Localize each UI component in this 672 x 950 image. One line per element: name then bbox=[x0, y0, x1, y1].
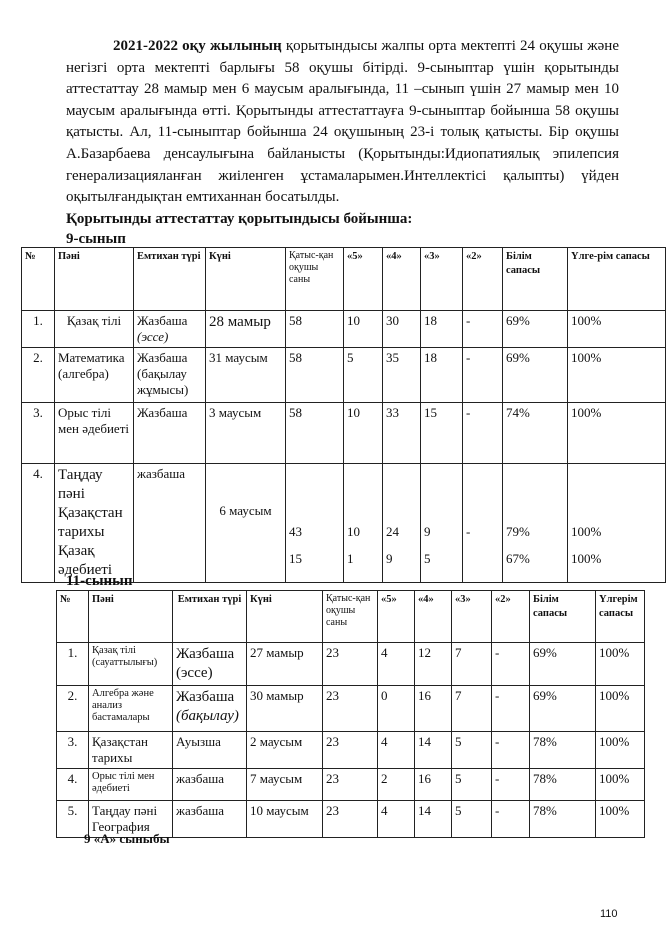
grade11-title: 11-сынып bbox=[66, 573, 133, 589]
intro-text: қорытындысы жалпы орта мектепті 24 оқушы және негізгі орта мектепті барлығы 58 оқушы бітірді. 9-сыныптар үшін қорытынды аттестаттау 28 мамыр мен 6 маусым аралығында, 11 –сынып үшін 27 мамыр мен 10 маусым аралығында өтті. Қорытынды аттестаттауға 9-сыныптар бойынша 58 оқушы қатысты. Ал, 11-сыныптар бойынша 24 оқушының 23-і толық қатысты. Бір оқушы А.Базарбаева денсаулығына байланысты (Қорытынды:Идиопатиялық эпилепсия генерализацияланған жиіленген ұстамаларымен.Интеллектісі қалыпты) үйден оқытылғандықтан емтиханнан босатылды. bbox=[66, 38, 619, 206]
row-grade5: 5 bbox=[344, 348, 383, 403]
row-grade2: - bbox=[463, 403, 503, 464]
row-grade5: 10 1 bbox=[344, 464, 383, 583]
row-exam-type: жазбаша bbox=[134, 464, 206, 583]
row-count: 23 bbox=[323, 769, 378, 801]
row-num: 1. bbox=[57, 643, 89, 686]
header-grade2: «2» bbox=[463, 248, 503, 311]
row-quality: 78% bbox=[530, 801, 596, 838]
header-num: № bbox=[57, 591, 89, 643]
row-quality: 78% bbox=[530, 769, 596, 801]
row-subject: Орыс тілі мен әдебиеті bbox=[89, 769, 173, 801]
row-grade2: - bbox=[492, 732, 530, 769]
row-date: 2 маусым bbox=[247, 732, 323, 769]
table-row bbox=[57, 686, 645, 732]
row-success: 100% bbox=[596, 686, 645, 732]
row-count: 58 bbox=[286, 348, 344, 403]
header-success: Үлгерім сапасы bbox=[596, 591, 645, 643]
header-quality: Білім сапасы bbox=[530, 591, 596, 643]
row-grade4: 33 bbox=[383, 403, 421, 464]
results-heading: Қорытынды аттестаттау қорытындысы бойынша: bbox=[66, 211, 413, 227]
row-count: 23 bbox=[323, 686, 378, 732]
row-quality: 78% bbox=[530, 732, 596, 769]
row-success: 100% bbox=[596, 801, 645, 838]
row-grade3: 5 bbox=[452, 801, 492, 838]
header-count: Қатыс-қан оқушы саны bbox=[286, 248, 344, 311]
header-num: № bbox=[22, 248, 55, 311]
table-row bbox=[22, 311, 666, 348]
table-row bbox=[57, 769, 645, 801]
row-grade2: - bbox=[492, 686, 530, 732]
row-grade4: 30 bbox=[383, 311, 421, 348]
row-grade4: 16 bbox=[415, 769, 452, 801]
intro-paragraph bbox=[66, 36, 619, 209]
header-success: Үлге-рім сапасы bbox=[568, 248, 666, 311]
table-row bbox=[22, 464, 666, 583]
row-quality: 74% bbox=[503, 403, 568, 464]
row-grade3: 5 bbox=[452, 769, 492, 801]
row-quality: 69% bbox=[503, 311, 568, 348]
row-grade2: - bbox=[463, 464, 503, 583]
row-date: 30 мамыр bbox=[247, 686, 323, 732]
row-date: 27 мамыр bbox=[247, 643, 323, 686]
row-grade2: - bbox=[492, 801, 530, 838]
class-9a-heading: 9 «А» сыныбы bbox=[84, 831, 170, 846]
row-quality: 79% 67% bbox=[503, 464, 568, 583]
row-num: 5. bbox=[57, 801, 89, 838]
row-grade5: 2 bbox=[378, 769, 415, 801]
row-grade3: 7 bbox=[452, 686, 492, 732]
row-quality: 69% bbox=[530, 643, 596, 686]
row-quality: 69% bbox=[503, 348, 568, 403]
row-count: 23 bbox=[323, 801, 378, 838]
header-exam-type: Емтихан түрі bbox=[134, 248, 206, 311]
table-row bbox=[57, 732, 645, 769]
row-grade3: 9 5 bbox=[421, 464, 463, 583]
row-exam-type: Жазбаша (эссе) bbox=[173, 643, 247, 686]
row-success: 100% bbox=[596, 732, 645, 769]
header-grade4: «4» bbox=[415, 591, 452, 643]
row-date: 28 мамыр bbox=[206, 311, 286, 348]
row-subject: Қазақ тілі bbox=[55, 311, 134, 348]
row-exam-type: Жазбаша (эссе) bbox=[134, 311, 206, 348]
row-grade2: - bbox=[463, 311, 503, 348]
grade9-table bbox=[21, 247, 666, 583]
row-grade5: 4 bbox=[378, 732, 415, 769]
row-count: 58 bbox=[286, 403, 344, 464]
row-grade4: 12 bbox=[415, 643, 452, 686]
row-success: 100% 100% bbox=[568, 464, 666, 583]
row-success: 100% bbox=[568, 348, 666, 403]
row-date: 7 маусым bbox=[247, 769, 323, 801]
header-grade5: «5» bbox=[344, 248, 383, 311]
row-exam-type: жазбаша bbox=[173, 769, 247, 801]
row-count: 58 bbox=[286, 311, 344, 348]
header-date: Күні bbox=[206, 248, 286, 311]
row-grade5: 4 bbox=[378, 801, 415, 838]
row-grade5: 4 bbox=[378, 643, 415, 686]
row-num: 3. bbox=[57, 732, 89, 769]
row-count: 43 15 bbox=[286, 464, 344, 583]
row-date: 10 маусым bbox=[247, 801, 323, 838]
row-grade4: 35 bbox=[383, 348, 421, 403]
row-exam-type: Ауызша bbox=[173, 732, 247, 769]
row-grade4: 14 bbox=[415, 801, 452, 838]
row-subject: Орыс тілі мен әдебиеті bbox=[55, 403, 134, 464]
row-grade3: 5 bbox=[452, 732, 492, 769]
row-date: 6 маусым bbox=[206, 464, 286, 583]
row-subject: Таңдау пәні География bbox=[89, 801, 173, 838]
header-quality: Білім сапасы bbox=[503, 248, 568, 311]
row-success: 100% bbox=[568, 311, 666, 348]
header-grade3: «3» bbox=[421, 248, 463, 311]
row-exam-type: Жазбаша (бақылау жұмысы) bbox=[134, 348, 206, 403]
row-num: 2. bbox=[57, 686, 89, 732]
row-subject: Қазақстан тарихы bbox=[89, 732, 173, 769]
row-grade5: 10 bbox=[344, 311, 383, 348]
row-grade2: - bbox=[492, 769, 530, 801]
row-exam-type: Жазбаша bbox=[134, 403, 206, 464]
row-num: 4. bbox=[22, 464, 55, 583]
page-number: 110 bbox=[600, 908, 618, 920]
table-row bbox=[22, 348, 666, 403]
intro-lead: 2021-2022 оқу жылының bbox=[113, 38, 282, 54]
header-grade2: «2» bbox=[492, 591, 530, 643]
row-grade3: 15 bbox=[421, 403, 463, 464]
row-grade4: 24 9 bbox=[383, 464, 421, 583]
table-header-row bbox=[22, 248, 666, 311]
row-grade5: 10 bbox=[344, 403, 383, 464]
row-success: 100% bbox=[596, 643, 645, 686]
row-subject: Алгебра және анализ бастамалары bbox=[89, 686, 173, 732]
header-subject: Пәні bbox=[55, 248, 134, 311]
row-grade3: 18 bbox=[421, 348, 463, 403]
row-num: 2. bbox=[22, 348, 55, 403]
row-num: 3. bbox=[22, 403, 55, 464]
header-grade4: «4» bbox=[383, 248, 421, 311]
row-num: 4. bbox=[57, 769, 89, 801]
row-grade4: 14 bbox=[415, 732, 452, 769]
row-grade3: 7 bbox=[452, 643, 492, 686]
row-grade2: - bbox=[463, 348, 503, 403]
row-num: 1. bbox=[22, 311, 55, 348]
row-exam-type: жазбаша bbox=[173, 801, 247, 838]
row-date: 31 маусым bbox=[206, 348, 286, 403]
header-grade5: «5» bbox=[378, 591, 415, 643]
row-grade4: 16 bbox=[415, 686, 452, 732]
header-exam-type: Емтихан түрі bbox=[173, 591, 247, 643]
table-header-row bbox=[57, 591, 645, 643]
row-count: 23 bbox=[323, 732, 378, 769]
row-subject: Таңдау пәні Қазақстан тарихы Қазақ әдебиеті bbox=[55, 464, 134, 583]
header-date: Күні bbox=[247, 591, 323, 643]
row-success: 100% bbox=[596, 769, 645, 801]
grade11-table bbox=[56, 590, 645, 838]
table-row bbox=[22, 403, 666, 464]
row-count: 23 bbox=[323, 643, 378, 686]
row-grade5: 0 bbox=[378, 686, 415, 732]
header-count: Қатыс-қан оқушы саны bbox=[323, 591, 378, 643]
row-success: 100% bbox=[568, 403, 666, 464]
row-subject: Қазақ тілі (сауаттылығы) bbox=[89, 643, 173, 686]
row-grade2: - bbox=[492, 643, 530, 686]
header-grade3: «3» bbox=[452, 591, 492, 643]
row-date: 3 маусым bbox=[206, 403, 286, 464]
table-row bbox=[57, 643, 645, 686]
row-grade3: 18 bbox=[421, 311, 463, 348]
row-subject: Математика (алгебра) bbox=[55, 348, 134, 403]
row-exam-type: Жазбаша (бақылау) bbox=[173, 686, 247, 732]
grade9-title: 9-сынып bbox=[66, 231, 126, 247]
row-quality: 69% bbox=[530, 686, 596, 732]
header-subject: Пәні bbox=[89, 591, 173, 643]
